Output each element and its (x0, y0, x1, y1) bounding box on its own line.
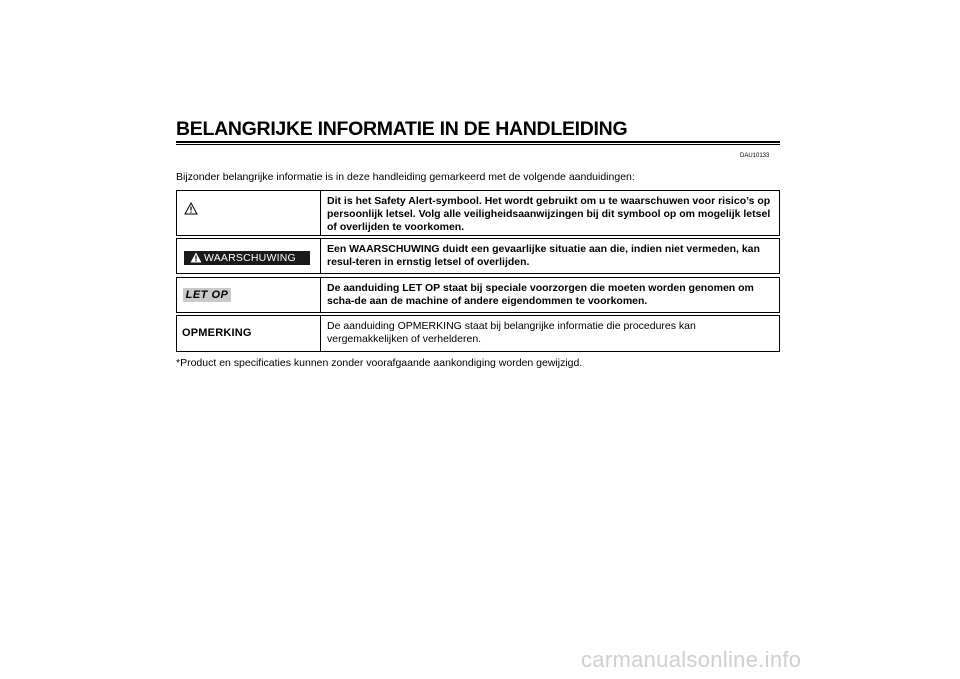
section-divider (320, 239, 321, 273)
intro-text: Bijzonder belangrijke informatie is in deze handleiding gemarkeerd met de volgende aanduidingen: (176, 171, 635, 183)
document-code: DAU10133 (740, 153, 770, 159)
warning-section (176, 238, 780, 274)
warning-badge-label: WAARSCHUWING (204, 252, 296, 264)
safety-alert-section (176, 190, 780, 236)
section-divider (320, 191, 321, 235)
title-rule (176, 141, 780, 145)
footnote: *Product en specificaties kunnen zonder voorafgaande aankondiging worden gewijzigd. (176, 357, 583, 369)
safety-alert-description: Dit is het Safety Alert-symbool. Het wordt gebruikt om u te waarschuwen voor risico’s op persoonlijk letsel. Volg alle veiligheidsaanwijzingen bij dit symbool op om mogelijk letsel of overlijden te voorkomen. (327, 195, 771, 233)
warning-badge (184, 251, 310, 265)
caution-badge: LET OP (183, 288, 231, 302)
page-title: BELANGRIJKE INFORMATIE IN DE HANDLEIDING (176, 118, 628, 140)
warning-triangle-icon (190, 252, 202, 263)
caution-description: De aanduiding LET OP staat bij speciale voorzorgen die moeten worden genomen om scha-de aan de machine of andere eigendommen te voorkomen. (327, 282, 754, 307)
note-description: De aanduiding OPMERKING staat bij belangrijke informatie die procedures kan vergemakkelijken of verhelderen. (327, 320, 696, 345)
watermark: carmanualsonline.info (581, 647, 802, 672)
caution-section (176, 277, 780, 313)
warning-triangle-icon (184, 202, 198, 215)
note-label: OPMERKING (182, 327, 252, 339)
section-divider (320, 316, 321, 351)
note-section (176, 315, 780, 352)
section-divider (320, 278, 321, 312)
warning-description: Een WAARSCHUWING duidt een gevaarlijke situatie aan die, indien niet vermeden, kan resul-teren in ernstig letsel of overlijden. (327, 243, 760, 268)
